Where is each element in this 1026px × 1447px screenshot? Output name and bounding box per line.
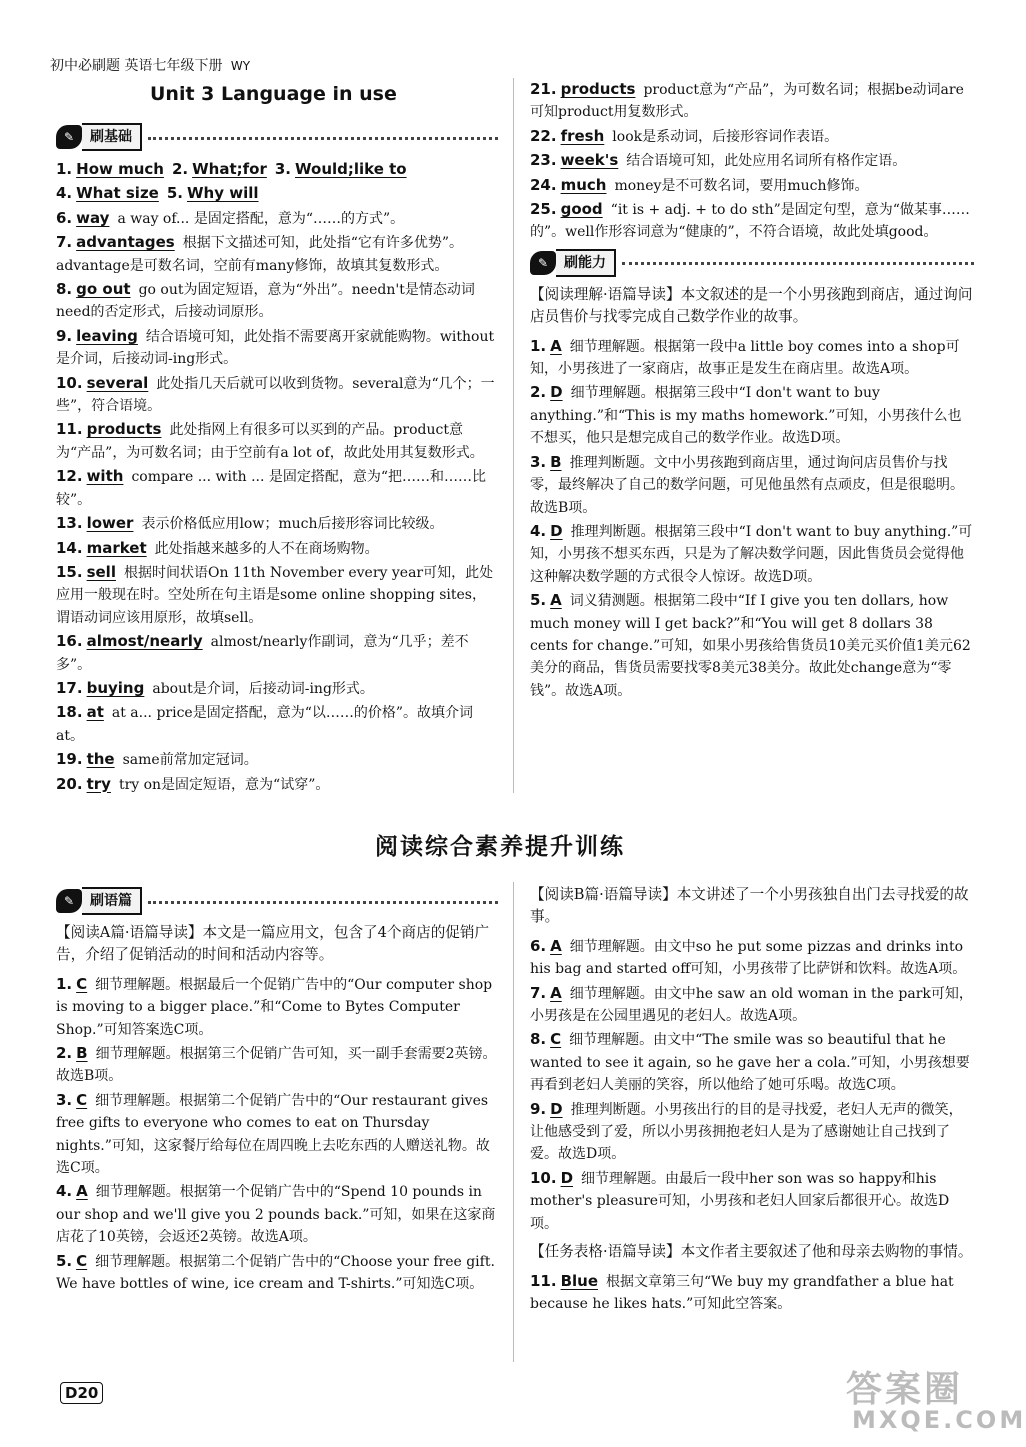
answer-key: A: [550, 336, 562, 355]
answer-key: A: [550, 591, 562, 610]
answer-item: [530, 589, 974, 702]
question-number: 3.: [274, 160, 291, 178]
question-number: 5.: [56, 1251, 73, 1270]
answer-item: [530, 1167, 974, 1235]
explanation: compare ... with ... 是固定搭配，意为“把……和……比较”。: [56, 469, 487, 508]
answer-key: C: [76, 1251, 88, 1270]
answer-item: [56, 207, 498, 230]
explanation: 结合语境可知，此处应用名词所有格作定语。: [626, 153, 907, 170]
task-answer-list: [530, 1270, 974, 1316]
explanation: 结合语境可知，此处指不需要离开家就能购物。without是介词，后接动词-ing形式。: [56, 328, 495, 368]
answer-item: [530, 381, 974, 449]
question-number: 5.: [166, 184, 183, 203]
answer-item: [56, 748, 498, 771]
explanation: go out为固定短语，意为“外出”。needn't是情态动词need的否定形式，后接动词原形。: [56, 282, 475, 321]
running-header: [50, 55, 250, 75]
answer-key: B: [76, 1044, 88, 1063]
explanation: money是不可数名词，要用much修饰。: [614, 177, 869, 194]
explanation: 推理判断题。根据第三段中“I don't want to buy anything.”可知，小男孩不想买东西，只是为了解决数学问题，因此售货员会觉得他这种解决数学题的方式很令人惊讶。故选D项。: [530, 523, 973, 585]
question-number: 16.: [56, 632, 83, 651]
explanation: same前常加定冠词。: [122, 752, 258, 769]
explanation: 此处指越来越多的人不在商场购物。: [154, 540, 379, 557]
answer-key: D: [560, 1168, 574, 1187]
question-number: 7.: [56, 233, 73, 252]
pencil-icon: ✎: [56, 889, 82, 913]
answer-key: fresh: [560, 126, 605, 145]
question-number: 2.: [171, 160, 189, 178]
answer-item: [56, 1089, 498, 1180]
question-number: 12.: [56, 467, 83, 486]
explanation: try on是固定短语，意为“试穿”。: [118, 776, 330, 793]
answer-key: B: [550, 452, 562, 471]
answer-key: go out: [76, 280, 131, 299]
answer-item: [56, 773, 498, 796]
answer-key: buying: [86, 678, 145, 697]
explanation: 细节理解题。由文中he saw an old woman in the park可知，小男孩是在公园里遇见的老妇人。故选A项。: [530, 985, 973, 1025]
answer-key: products: [560, 80, 636, 98]
answer-item: [530, 1028, 974, 1096]
pencil-icon: ✎: [530, 251, 556, 275]
question-number: 14.: [56, 538, 83, 557]
answer-item: [56, 231, 498, 277]
page-number: D20: [60, 1382, 103, 1404]
answer-key: advantages: [76, 233, 175, 252]
answer-item: [530, 451, 974, 519]
passage-a-answer-list: [56, 973, 498, 1296]
explanation: product意为“产品”，为可数名词；根据be动词are可知product用复数形式。: [530, 82, 964, 121]
answer-key: D: [550, 521, 563, 540]
question-number: 2.: [56, 1044, 73, 1063]
answer-key: sell: [86, 562, 116, 581]
answer-key: market: [86, 538, 147, 557]
answer-item: [530, 125, 974, 148]
explanation: almost/nearly作副词，意为“几乎；差不多”。: [56, 634, 469, 673]
basic-column-left: [56, 118, 498, 797]
passage-b-guide: 【阅读B篇·语篇导读】本文讲述了一个小男孩独自出门去寻找爱的故事。: [530, 886, 969, 926]
answer-key: Would;like to: [295, 160, 407, 178]
answer-item: [56, 677, 498, 700]
ability-guide: 【阅读理解·语篇导读】本文叙述的是一个小男孩跑到商店，通过询问店员售价与找零完成自己数学作业的故事。: [530, 285, 973, 326]
question-number: 15.: [56, 562, 83, 581]
question-number: 11.: [530, 1271, 557, 1290]
question-number: 10.: [56, 373, 83, 392]
question-number: 10.: [530, 1168, 557, 1187]
basic-answer-list: [56, 158, 498, 796]
section-title: 阅读综合素养提升训练: [375, 834, 625, 860]
explanation: 细节理解题。由最后一段中her son was so happy和his mother's pleasure可知，小男孩和老妇人回家后都很开心。故选D项。: [530, 1170, 950, 1232]
unit-title: Unit 3 Language in use: [150, 83, 397, 105]
watermark-line-2: MXQE.COM: [852, 1406, 1026, 1434]
answer-item: [56, 537, 498, 560]
answer-key: Why will: [187, 184, 259, 203]
answer-item: [56, 325, 498, 371]
question-number: 21.: [530, 80, 557, 98]
answer-item: [56, 278, 498, 324]
answer-item: [530, 78, 974, 124]
question-number: 3.: [530, 452, 547, 471]
answer-key: at: [86, 703, 104, 722]
answer-key: much: [560, 175, 607, 194]
answer-key: What;for: [192, 160, 267, 178]
question-number: 20.: [56, 774, 83, 793]
answer-item: [56, 418, 498, 464]
question-number: 17.: [56, 678, 83, 697]
answer-item: [56, 158, 498, 181]
explanation: look是系动词，后接形容词作表语。: [612, 128, 839, 145]
answer-key: good: [560, 200, 603, 219]
edition-label: WY: [230, 59, 251, 73]
question-number: 6.: [56, 208, 73, 227]
passage-column-left: [56, 882, 498, 1297]
answer-key: C: [550, 1030, 562, 1049]
explanation: 细节理解题。根据第一段中a little boy comes into a shop可知，小男孩进了一家商店，故事正是发生在商店里。故选A项。: [530, 338, 960, 378]
pencil-icon: ✎: [56, 125, 82, 149]
question-number: 4.: [56, 1182, 73, 1201]
question-number: 1.: [56, 160, 73, 178]
answer-item: [56, 1042, 498, 1088]
answer-key: week's: [560, 151, 619, 170]
answer-key: lower: [86, 514, 134, 533]
answer-item: [56, 1250, 498, 1296]
answer-item: [530, 335, 974, 381]
ability-badge: [530, 248, 974, 278]
column-divider: [513, 78, 514, 793]
answer-item: [530, 1270, 974, 1316]
answer-item: [56, 1180, 498, 1248]
question-number: 6.: [530, 936, 547, 955]
explanation: 细节理解题。根据第三段中“I don't want to buy anything.”和“This is my maths homework.”可知，小男孩什么也不想买，他只是想完成自己的数学作业。故选D项。: [530, 385, 962, 447]
passage-a-guide: 【阅读A篇·语篇导读】本文是一篇应用文，包含了4个商店的促销广告，介绍了促销活动的时间和活动内容等。: [56, 924, 490, 964]
explanation: at a... price是固定搭配，意为“以……的价格”。故填介词at。: [56, 705, 474, 744]
question-number: 11.: [56, 420, 83, 439]
answer-item: [56, 512, 498, 535]
answer-key: A: [550, 936, 562, 955]
answer-key: the: [86, 750, 115, 769]
answer-item: [56, 465, 498, 511]
answer-key: How much: [76, 160, 164, 178]
dotted-rule: [148, 901, 498, 904]
passage-badge-label: 刷语篇: [82, 887, 142, 915]
answer-item: [530, 198, 974, 244]
question-number: 7.: [530, 983, 547, 1002]
column-divider: [513, 882, 514, 1362]
answer-key: D: [550, 1099, 563, 1118]
answer-item: [56, 630, 498, 676]
explanation: 细节理解题。根据第一个促销广告中的“Spend 10 pounds in our shop and we'll give you 2 pounds back.”可知，如果在这家商店花了10英镑，会返还2英镑。故选A项。: [56, 1184, 496, 1246]
explanation: 细节理解题。根据第二个促销广告中的“Choose your free gift. We have bottles of wine, ice cream and T-shirts.”可知选C项。: [56, 1253, 495, 1293]
answer-item: [56, 973, 498, 1041]
explanation: 细节理解题。由文中“The smile was so beautiful that he wanted to see it again, so he gave her a cola.”可知，小男孩想要再看到老妇人美丽的笑容，所以他给了她可乐喝。故选C项。: [530, 1032, 970, 1094]
book-title: 英语七年级下册: [124, 58, 223, 74]
answer-key: A: [76, 1182, 88, 1201]
explanation: 推理判断题。文中小男孩跑到商店里，通过询问店员售价与找零，最终解决了自己的数学问题，可见他虽然有点顽皮，但是很聪明。故选B项。: [530, 454, 964, 516]
explanation: “it is + adj. + to do sth”是固定句型，意为“做某事……的”。well作形容词意为“健康的”，不符合语境，故此处填good。: [530, 202, 970, 241]
answer-item: [56, 561, 498, 629]
answer-key: C: [76, 1090, 88, 1109]
question-number: 18.: [56, 703, 83, 722]
ability-answer-list: [530, 335, 974, 703]
answer-item: [530, 935, 974, 981]
explanation: a way of... 是固定搭配，意为“……的方式”。: [117, 210, 405, 227]
question-number: 1.: [530, 336, 547, 355]
dotted-rule: [148, 137, 498, 140]
explanation: about是介词，后接动词-ing形式。: [152, 680, 374, 697]
answer-key: A: [550, 983, 562, 1002]
watermark-line-1: 答案圈: [846, 1369, 964, 1410]
answer-item: [530, 982, 974, 1028]
explanation: 表示价格低应用low；much后接形容词比较级。: [141, 516, 444, 533]
answer-key: Blue: [560, 1271, 599, 1290]
dotted-rule: [622, 262, 974, 265]
answer-key: What size: [76, 184, 159, 203]
question-number: 9.: [56, 326, 73, 345]
explanation: 根据下文描述可知，此处指“它有许多优势”。advantage是可数名词，空前有many修饰，故填其复数形式。: [56, 235, 464, 274]
explanation: 此处指网上有很多可以买到的产品。product意为“产品”，为可数名词；由于空前有a lot of，故此处用其复数形式。: [56, 422, 484, 461]
answer-key: try: [86, 774, 111, 793]
answer-item: [530, 149, 974, 172]
basic-answer-list-continued: [530, 78, 974, 244]
answer-key: way: [76, 208, 110, 227]
watermark: [846, 1369, 1026, 1434]
answer-key: D: [550, 383, 563, 402]
question-number: 22.: [530, 126, 557, 145]
explanation: 细节理解题。由文中so he put some pizzas and drinks into his bag and started off可知，小男孩带了比萨饼和饮料。故选A项。: [530, 938, 967, 978]
explanation: 细节理解题。根据第三个促销广告可知，买一副手套需要2英镑。故选B项。: [56, 1046, 497, 1085]
basic-column-right: [530, 78, 974, 703]
answer-item: [530, 520, 974, 588]
explanation: 细节理解题。根据最后一个促销广告中的“Our computer shop is moving to a bigger place.”和“Come to Bytes Computer Shop.”可知答案选C项。: [56, 976, 493, 1038]
passage-b-answer-list: [530, 935, 974, 1235]
question-number: 19.: [56, 750, 83, 769]
answer-key: products: [86, 420, 162, 439]
question-number: 24.: [530, 175, 557, 194]
answer-key: leaving: [76, 326, 138, 345]
explanation: 根据时间状语On 11th November every year可知，此处应用一般现在时。空处所在句主语是some online shopping sites，谓语动词应该用原形，故填sell。: [56, 564, 494, 626]
explanation: 此处指几天后就可以收到货物。several意为“几个；一些”，符合语境。: [56, 375, 495, 415]
question-number: 3.: [56, 1090, 73, 1109]
answer-key: almost/nearly: [86, 632, 203, 651]
question-number: 2.: [530, 383, 547, 402]
question-number: 1.: [56, 974, 73, 993]
question-number: 4.: [56, 184, 73, 203]
answer-item: [56, 182, 498, 205]
question-number: 5.: [530, 591, 547, 610]
answer-item: [56, 372, 498, 418]
question-number: 23.: [530, 151, 557, 170]
answer-item: [56, 701, 498, 747]
basic-badge-label: 刷基础: [82, 123, 142, 151]
task-guide: 【任务表格·语篇导读】本文作者主要叙述了他和母亲去购物的事情。: [530, 1243, 973, 1261]
explanation: 根据文章第三句“We buy my grandfather a blue hat because he likes hats.”可知此空答案。: [530, 1273, 954, 1312]
answer-key: C: [76, 974, 88, 993]
question-number: 4.: [530, 521, 547, 540]
question-number: 25.: [530, 200, 557, 219]
answer-item: [530, 174, 974, 197]
question-number: 8.: [56, 280, 73, 299]
question-number: 8.: [530, 1030, 547, 1049]
passage-column-right: [530, 882, 974, 1316]
passage-badge: [56, 886, 498, 916]
ability-badge-label: 刷能力: [556, 249, 616, 277]
explanation: 词义猜测题。根据第二段中“If I give you ten dollars, how much money will I get back?”和“You will get 8 dollars 38 cents for change.”可知，如果小男孩给售货员10美元买价值1美元62美分的商品，售货员需要找零8美元38美分。故此处change意为“零钱”。故选A项。: [530, 593, 971, 699]
answer-item: [530, 1098, 974, 1166]
answer-key: several: [86, 373, 149, 392]
question-number: 13.: [56, 514, 83, 533]
explanation: 推理判断题。小男孩出行的目的是寻找爱，老妇人无声的微笑，让他感受到了爱，所以小男孩拥抱老妇人是为了感谢她让自己找到了爱。故选D项。: [530, 1101, 963, 1163]
question-number: 9.: [530, 1099, 547, 1118]
explanation: 细节理解题。根据第二个促销广告中的“Our restaurant gives free gifts to everyone who comes to eat on Thursday nights.”可知，这家餐厅给每位在周四晚上去吃东西的人赠送礼物。故选C项。: [56, 1092, 490, 1177]
basic-badge: [56, 122, 498, 152]
series-title: 初中必刷题: [50, 58, 120, 74]
answer-key: with: [86, 467, 124, 486]
